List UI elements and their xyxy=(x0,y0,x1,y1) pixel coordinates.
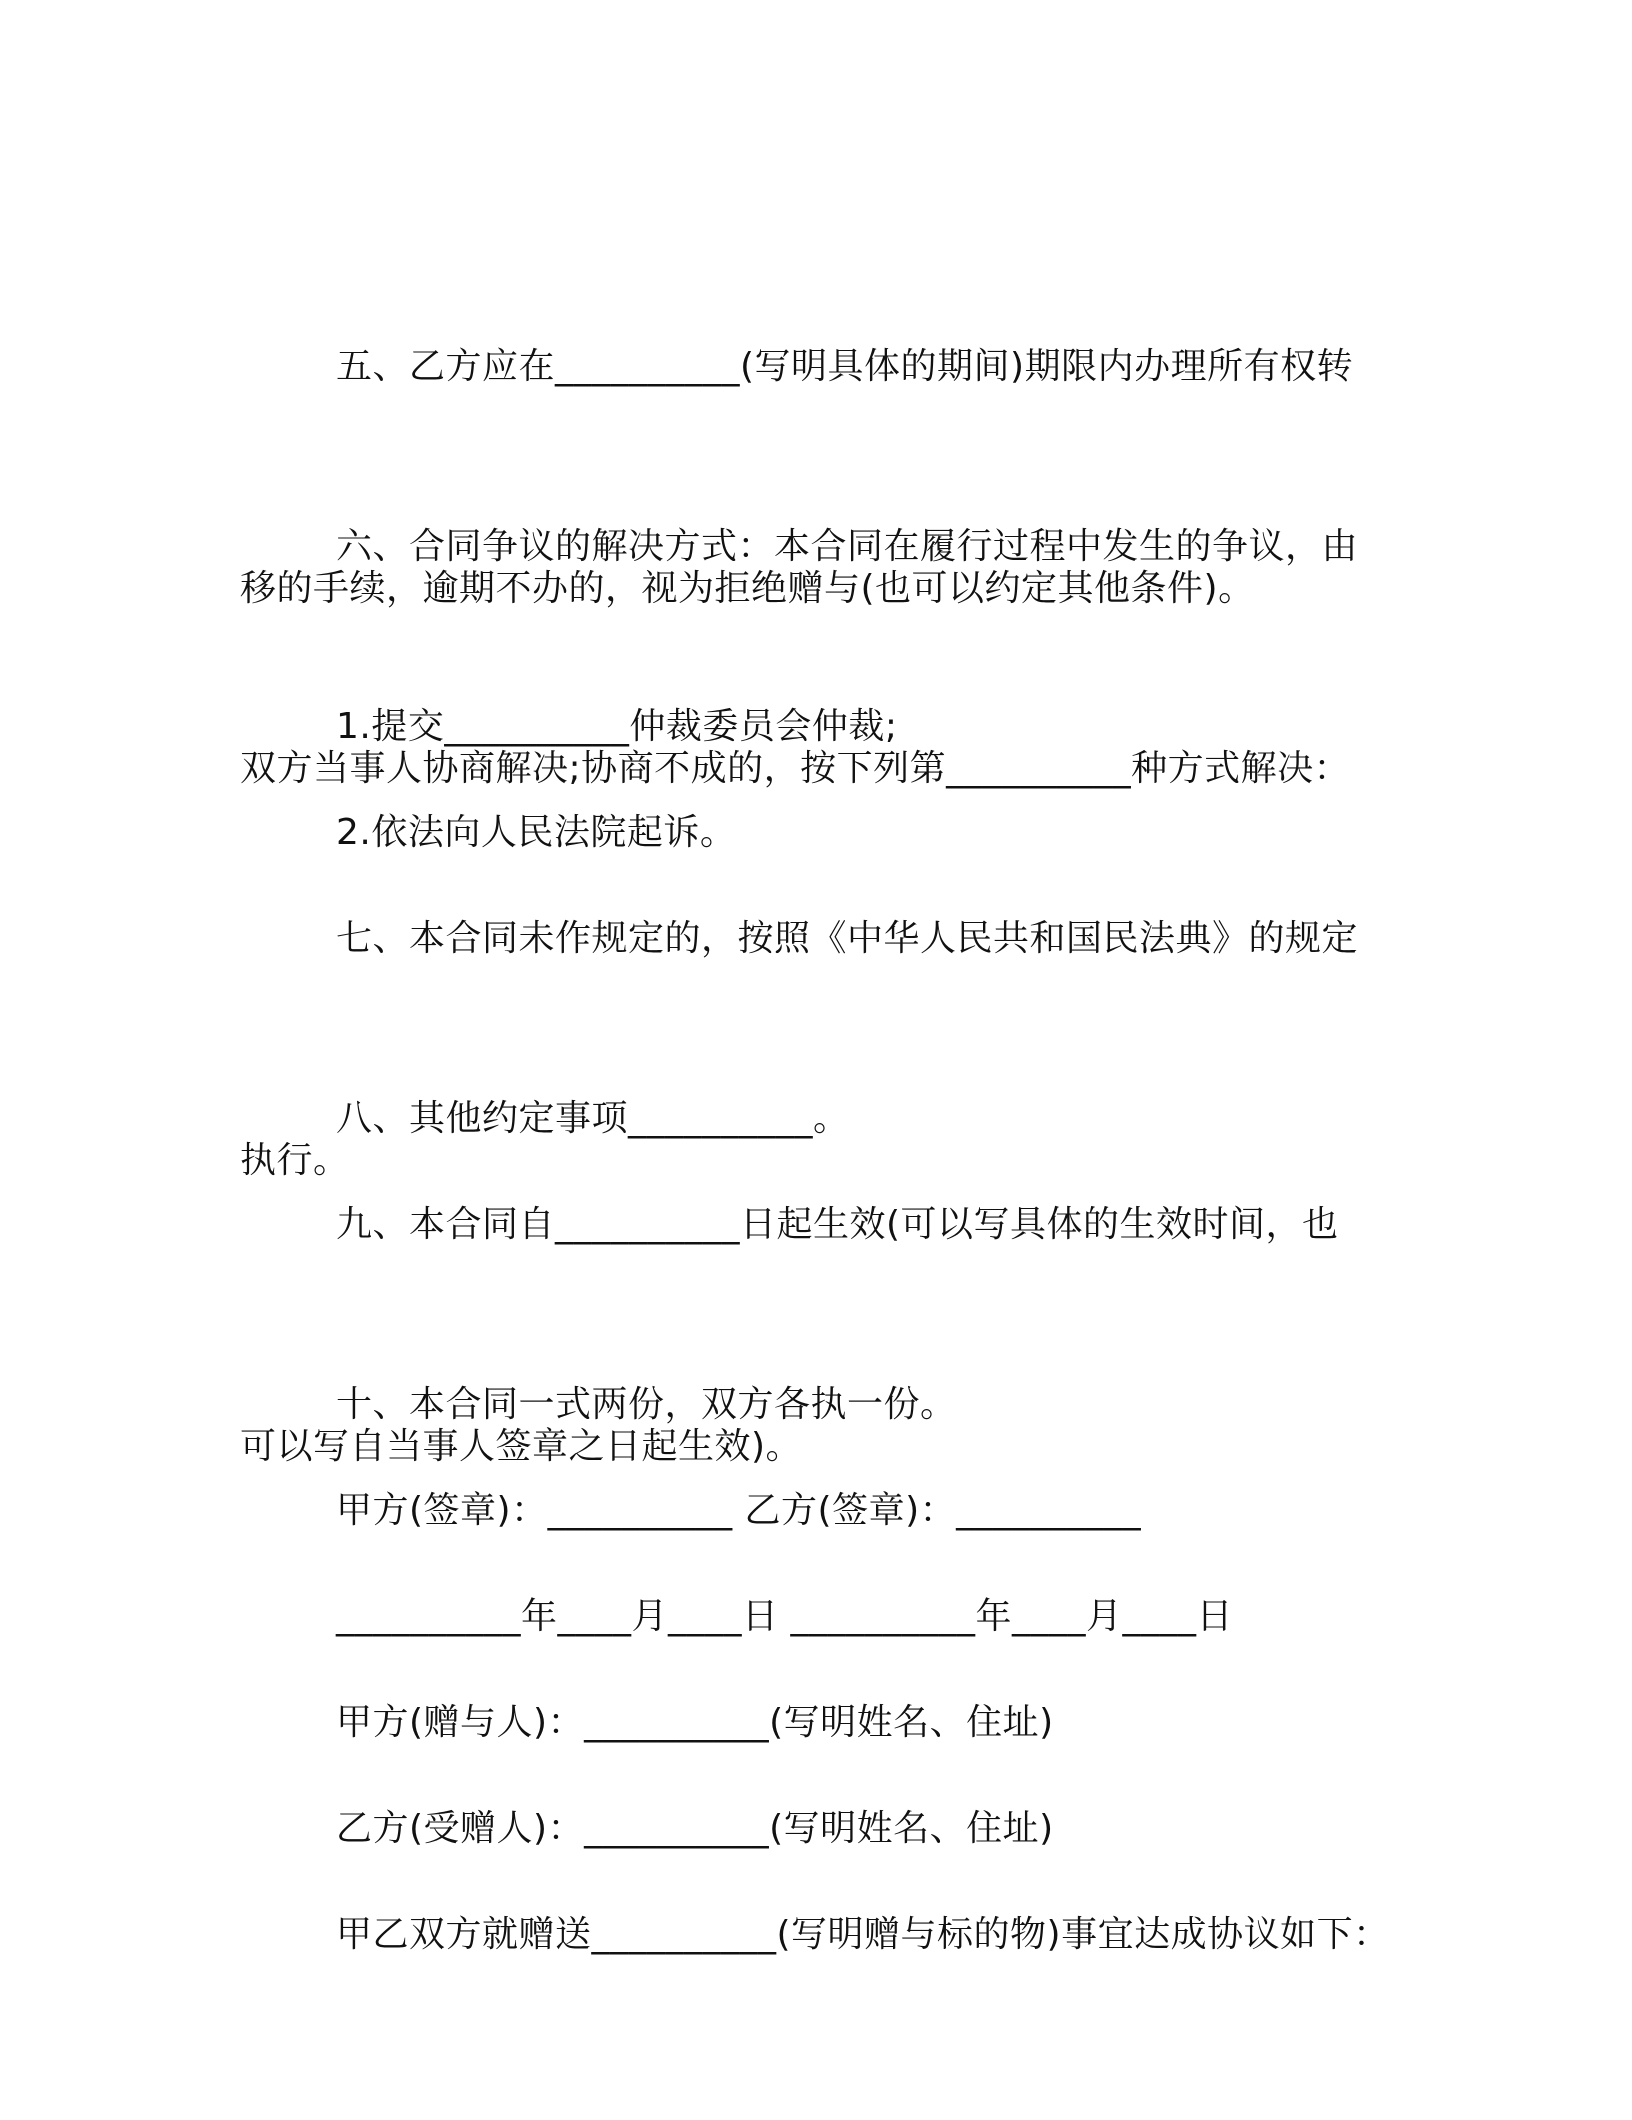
agreement-line xyxy=(240,1750,1400,2120)
clause-five-line-2: 移的手续，逾期不办的，视为拒绝赠与(也可以约定其他条件)。 xyxy=(240,568,1255,609)
clause-ten-text: 十、本合同一式两份，双方各执一份。 xyxy=(336,1384,957,1425)
clause-five-line-1: 五、乙方应在__________(写明具体的期间)期限内办理所有权转 xyxy=(336,346,1354,387)
clause-eight-text: 八、其他约定事项__________。 xyxy=(336,1098,850,1139)
party-a-text: 甲方(赠与人)：__________(写明姓名、住址) xyxy=(336,1702,1054,1743)
clause-seven-line-1: 七、本合同未作规定的，按照《中华人民共和国民法典》的规定 xyxy=(336,918,1359,959)
clause-nine-line-1: 九、本合同自__________日起生效(可以写具体的生效时间，也 xyxy=(336,1204,1339,1245)
clause-seven-line-2: 执行。 xyxy=(240,1140,350,1181)
party-b-text: 乙方(受赠人)：__________(写明姓名、住址) xyxy=(336,1808,1054,1849)
agreement-text: 甲乙双方就赠送__________(写明赠与标的物)事宜达成协议如下： xyxy=(336,1914,1390,1955)
signature-text: 甲方(签章)：__________ 乙方(签章)：__________ xyxy=(336,1490,1142,1531)
option-1-text: 1.提交__________仲裁委员会仲裁; xyxy=(336,706,898,747)
clause-six-line-1: 六、合同争议的解决方式：本合同在履行过程中发生的争议，由 xyxy=(336,526,1359,567)
clause-nine-line-2: 可以写自当事人签章之日起生效)。 xyxy=(240,1426,803,1467)
option-2-text: 2.依法向人民法院起诉。 xyxy=(336,812,737,853)
date-text: __________年____月____日 __________年____月____日 xyxy=(336,1596,1233,1637)
clause-six-line-2: 双方当事人协商解决;协商不成的，按下列第__________种方式解决： xyxy=(240,748,1351,789)
